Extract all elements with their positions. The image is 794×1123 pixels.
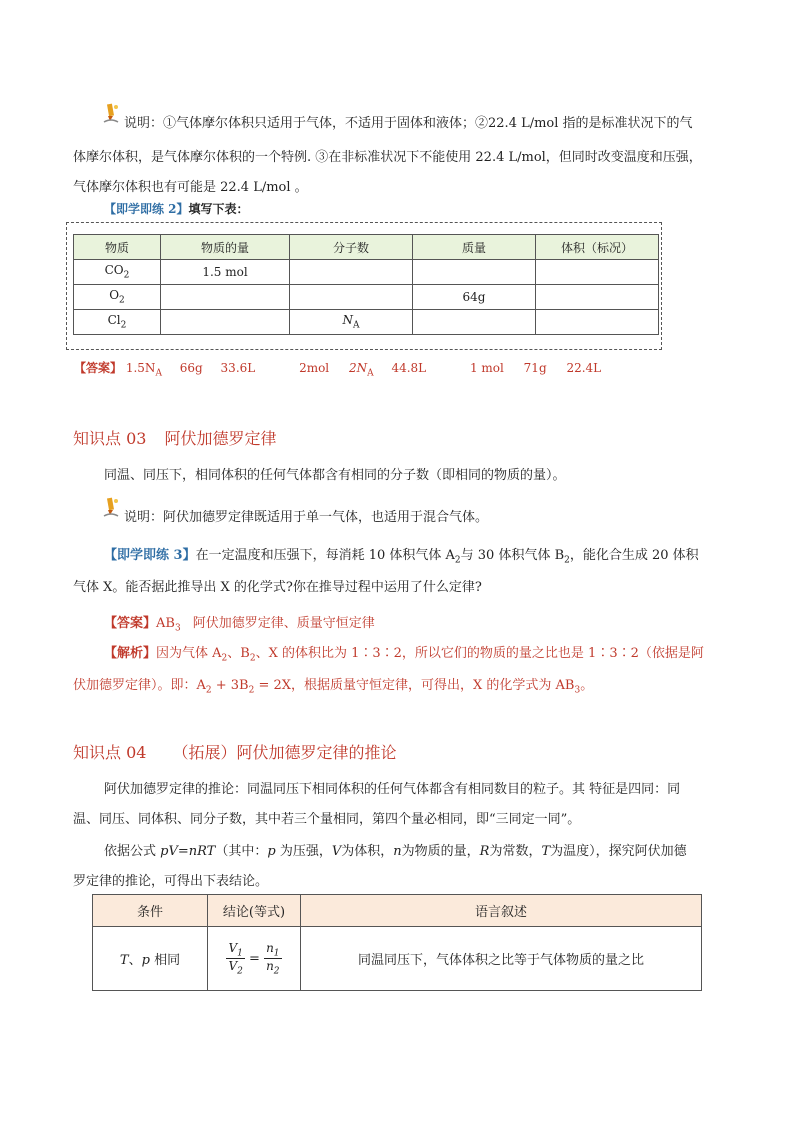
- practice3-question-line2: 气体 X。能否据此推导出 X 的化学式?你在推导过程中运用了什么定律?: [73, 580, 482, 595]
- practice2-heading: 【即学即练 2】填写下表：: [104, 202, 249, 216]
- note1-line1: 说明：①气体摩尔体积只适用于气体，不适用于固体和液体；②22.4 L/mol 指的是标准状况下的气: [124, 116, 693, 131]
- table-row: $Cl_2$ $N_A$: [74, 310, 659, 335]
- th-substance: 物质: [74, 235, 161, 260]
- th-moles: 物质的量: [161, 235, 290, 260]
- section4-p1-line2: 温、同压、同体积、同分子数，其中若三个量相同，第四个量必相同，即“三同定一同”。: [73, 812, 581, 827]
- note1-line2: 体摩尔体积，是气体摩尔体积的一个特例. ③在非标准状况下不能使用 22.4 L/mol，但同时改变温度和压强，: [73, 150, 702, 165]
- section4-p2-line1: 依据公式 pV=nRT（其中：p 为压强，V为体积，n为物质的量，R为常数，T为温度），探究阿伏加德: [104, 844, 687, 859]
- avogadro-table: [92, 894, 702, 991]
- section3-body: 同温、同压下，相同体积的任何气体都含有相同的分子数（即相同的物质的量）。: [104, 468, 566, 483]
- th-volume: 体积（标况）: [536, 235, 659, 260]
- th-statement: 语言叙述: [301, 895, 702, 927]
- section4-p1-line1: 阿伏加德罗定律的推论：同温同压下相同体积的任何气体都含有相同数目的粒子。其 特征是四同：同: [104, 782, 681, 797]
- practice3-answer: 【答案】$AB_3$ 阿伏加德罗定律、质量守恒定律: [104, 616, 375, 634]
- th-condition: 条件: [93, 895, 208, 927]
- th-conclusion: 结论(等式): [208, 895, 301, 927]
- practice3-question-line1: 【即学即练 3】在一定温度和压强下，每消耗 10 体积气体 $A_2$与 30 体积气体 $B_2$，能化合生成 20 体积: [104, 548, 699, 566]
- conclusion-formula: $\frac{V_1}{V_2}$ = $\frac{n_1}{n_2}$: [208, 927, 301, 991]
- section3-heading: 知识点 03 阿伏加德罗定律: [73, 429, 277, 448]
- th-mass: 质量: [413, 235, 536, 260]
- practice2-answer: 【答案】 $1.5N_A$ 66g 33.6L 2mol $2N_A$ 44.8L 1 mol 71g 22.4L: [74, 361, 602, 379]
- practice3-analysis-line2: 伏加德罗定律）。即：$A_2 + 3B_2 = 2X$，根据质量守恒定律，可得出，X 的化学式为 $AB_3$。: [73, 678, 594, 696]
- condition-cell: T、p 相同: [93, 927, 208, 991]
- section4-heading: 知识点 04 （拓展）阿伏加德罗定律的推论: [73, 743, 397, 762]
- pencil-hand-icon: [102, 102, 120, 124]
- section3-note: 说明：阿伏加德罗定律既适用于单一气体，也适用于混合气体。: [124, 510, 489, 525]
- practice3-analysis-line1: 【解析】因为气体 $A_2$、$B_2$、X 的体积比为 1∶3∶2，所以它们的物质的量之比也是 1∶3∶2（依据是阿: [104, 646, 704, 664]
- pencil-hand-icon: [102, 496, 120, 518]
- table-row: [93, 927, 702, 991]
- note1-line3: 气体摩尔体积也有可能是 22.4 L/mol 。: [73, 180, 308, 195]
- th-molecules: 分子数: [290, 235, 413, 260]
- table-row: $CO_2$ 1.5 mol: [74, 260, 659, 285]
- section4-p2-line2: 罗定律的推论，可得出下表结论。: [73, 874, 269, 889]
- table-row: $O_2$ 64g: [74, 285, 659, 310]
- practice2-table: [73, 234, 659, 335]
- statement-cell: 同温同压下，气体体积之比等于气体物质的量之比: [301, 927, 702, 991]
